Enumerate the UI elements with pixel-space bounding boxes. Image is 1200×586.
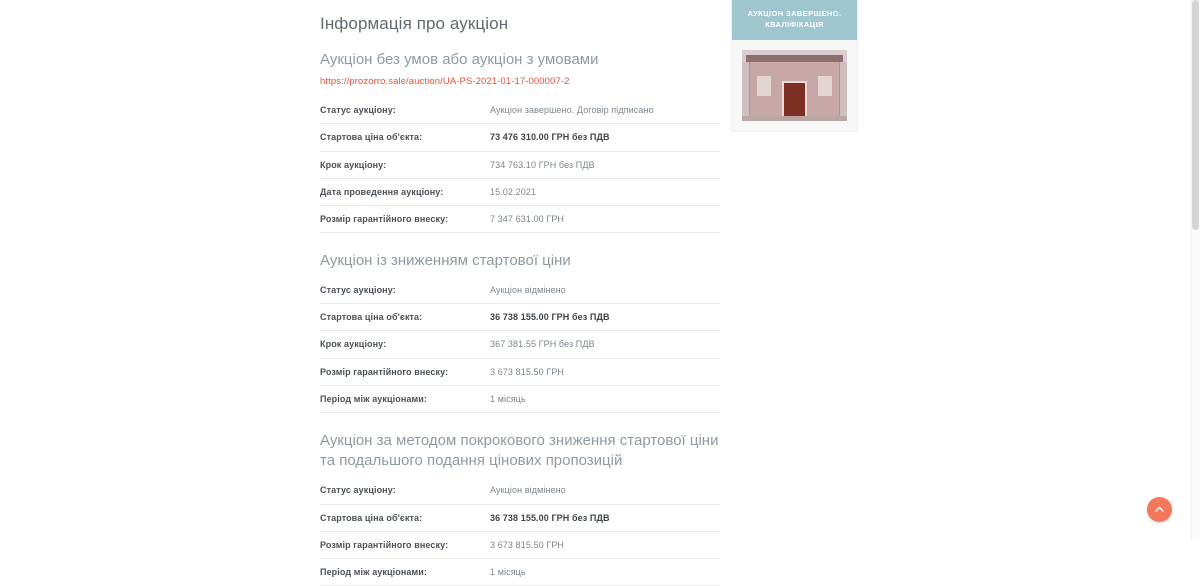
param-value: 1 місяць	[490, 385, 720, 412]
page-scrollbar[interactable]	[1191, 0, 1200, 540]
object-photo-wrapper	[732, 40, 857, 121]
photo-ground	[742, 116, 847, 120]
table-row	[320, 477, 720, 504]
auction-section	[320, 251, 720, 413]
param-label: Стартова ціна об'єкта:	[320, 124, 490, 151]
auction-link[interactable]: https://prozorro.sale/auction/UA-PS-2021-01-17-000007-2	[320, 76, 570, 88]
param-label: Розмір гарантійного внеску:	[320, 531, 490, 558]
param-label: Крок аукціону:	[320, 151, 490, 178]
status-badge-line1: АУКЦІОН ЗАВЕРШЕНО.	[747, 9, 842, 18]
table-row	[320, 205, 720, 232]
table-row	[320, 558, 720, 585]
status-card	[731, 0, 858, 132]
param-label: Крок аукціону:	[320, 331, 490, 358]
param-value: 367 381.55 ГРН без ПДВ	[490, 331, 720, 358]
param-label: Статус аукціону:	[320, 277, 490, 304]
param-value: 15.02.2021	[490, 178, 720, 205]
status-badge-line2: КВАЛІФІКАЦІЯ	[765, 20, 824, 30]
scrollbar-thumb[interactable]	[1192, 0, 1199, 230]
param-value: 1 місяць	[490, 558, 720, 585]
param-label: Статус аукціону:	[320, 97, 490, 124]
param-label: Період між аукціонами:	[320, 558, 490, 585]
object-photo[interactable]	[742, 50, 847, 121]
param-label: Дата проведення аукціону:	[320, 178, 490, 205]
table-row	[320, 385, 720, 412]
photo-window-right	[818, 76, 833, 96]
param-label: Стартова ціна об'єкта:	[320, 504, 490, 531]
param-value: 7 347 631.00 ГРН	[490, 205, 720, 232]
table-row	[320, 358, 720, 385]
auction-params-table	[320, 97, 720, 233]
photo-door	[782, 81, 807, 117]
param-value: Аукціон відмінено	[490, 277, 720, 304]
param-label: Статус аукціону:	[320, 477, 490, 504]
param-value: Аукціон відмінено	[490, 477, 720, 504]
section-title: Аукціон за методом покрокового зниження стартової ціни та подальшого подання цінових пропозицій	[320, 431, 719, 470]
param-value: 3 673 815.50 ГРН	[490, 358, 720, 385]
table-row	[320, 178, 720, 205]
section-title: Аукціон без умов або аукціон з умовами	[320, 51, 599, 68]
table-row	[320, 97, 720, 124]
chevron-up-icon	[1154, 504, 1165, 515]
param-value: 36 738 155.00 ГРН без ПДВ	[490, 304, 720, 331]
param-value: 3 673 815.50 ГРН	[490, 531, 720, 558]
scroll-to-top-button[interactable]	[1147, 497, 1172, 522]
table-row	[320, 504, 720, 531]
param-label: Період між аукціонами:	[320, 385, 490, 412]
param-label: Розмір гарантійного внеску:	[320, 358, 490, 385]
table-row	[320, 331, 720, 358]
auction-info-content	[320, 0, 720, 586]
param-label: Стартова ціна об'єкта:	[320, 304, 490, 331]
param-value: 734 763.10 ГРН без ПДВ	[490, 151, 720, 178]
param-value: Аукціон завершено. Договір підписано	[490, 97, 720, 124]
status-badge	[732, 0, 857, 40]
table-row	[320, 151, 720, 178]
param-value: 73 476 310.00 ГРН без ПДВ	[490, 124, 720, 151]
auction-section	[320, 431, 720, 586]
auction-params-table	[320, 477, 720, 586]
photo-roof	[746, 55, 843, 61]
table-row	[320, 277, 720, 304]
section-title: Аукціон із зниженням стартової ціни	[320, 251, 571, 269]
auction-params-table	[320, 277, 720, 413]
table-row	[320, 531, 720, 558]
param-label: Розмір гарантійного внеску:	[320, 205, 490, 232]
auction-section	[320, 50, 720, 233]
photo-window-left	[757, 76, 772, 96]
table-row	[320, 304, 720, 331]
page-title: Інформація про аукціон	[320, 14, 509, 33]
table-row	[320, 124, 720, 151]
param-value: 36 738 155.00 ГРН без ПДВ	[490, 504, 720, 531]
